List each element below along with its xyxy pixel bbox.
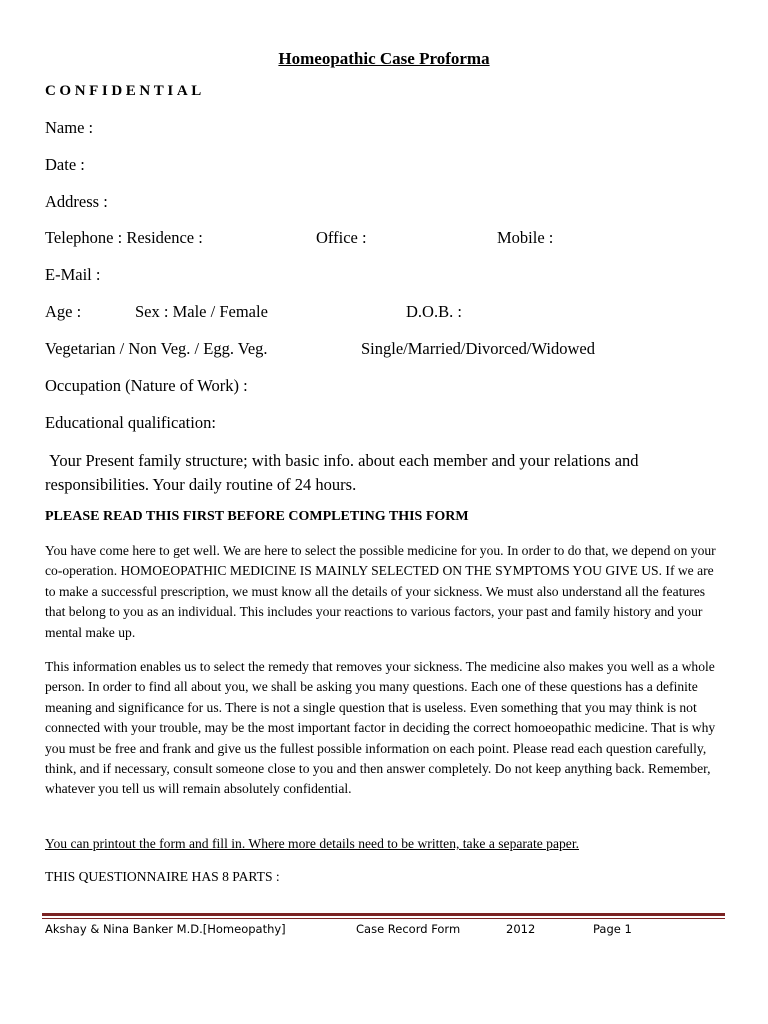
printout-note: You can printout the form and fill in. Where more details need to be written, take a separate paper. <box>45 836 580 851</box>
occupation-field-label: Occupation (Nature of Work) : <box>45 376 248 395</box>
confidential-label: CONFIDENTIAL <box>45 83 205 99</box>
footer-year: 2012 <box>506 922 536 936</box>
telephone-residence-label: Telephone : Residence : <box>45 228 203 247</box>
instructions-heading: PLEASE READ THIS FIRST BEFORE COMPLETING THIS FORM <box>45 509 469 524</box>
age-field-label: Age : <box>45 302 82 321</box>
mobile-phone-label: Mobile : <box>497 228 554 247</box>
email-field-label: E-Mail : <box>45 265 101 284</box>
questionnaire-parts-note: THIS QUESTIONNAIRE HAS 8 PARTS : <box>45 869 280 884</box>
footer-rule-thick <box>42 913 725 916</box>
date-field-label: Date : <box>45 155 85 174</box>
office-phone-label: Office : <box>316 228 367 247</box>
document-title: Homeopathic Case Proforma <box>278 49 490 68</box>
footer-author: Akshay & Nina Banker M.D.[Homeopathy] <box>45 922 286 936</box>
diet-field-label: Vegetarian / Non Veg. / Egg. Veg. <box>45 339 268 358</box>
dob-field-label: D.O.B. : <box>406 302 462 321</box>
name-field-label: Name : <box>45 118 94 137</box>
footer-rule-thin <box>42 918 725 919</box>
footer-page-number: Page 1 <box>593 922 632 936</box>
sex-field-label: Sex : Male / Female <box>135 302 268 321</box>
instructions-paragraph-2: This information enables us to select the remedy that removes your sickness. The medicine also makes you well as a whole person. In order to find all about you, we shall be asking you many questions. Each one of these questions has a definite meaning and significance for us. There is not a single question that is useless. Even something that you may think is not connected with your trouble, may be the most important factor in deciding the correct homoeopathic medicine. That is why you must be free and frank and give us the fullest possible information on each point. Please read each question carefully, think, and if necessary, consult someone close to you and then answer completely. Do not keep anything back. Remember, whatever you tell us will remain absolutely confidential. <box>45 659 716 797</box>
family-structure-prompt: Your Present family structure; with basic info. about each member and your relations and responsibilities. Your daily routine of 24 hours. <box>45 451 643 494</box>
marital-status-label: Single/Married/Divorced/Widowed <box>361 339 595 358</box>
footer-form-name: Case Record Form <box>356 922 461 936</box>
instructions-paragraph-1: You have come here to get well. We are here to select the possible medicine for you. In order to do that, we depend on your co-operation. HOMOEOPATHIC MEDICINE IS MAINLY SELECTED ON THE SYMPTOMS YOU GIVE US. If we are to make a successful prescription, we must know all the details of your sickness. We must also understand all the features that belong to you as an individual. This includes your reactions to various factors, your past and family history and your mental make up. <box>45 543 716 640</box>
address-field-label: Address : <box>45 192 108 211</box>
education-field-label: Educational qualification: <box>45 413 216 432</box>
